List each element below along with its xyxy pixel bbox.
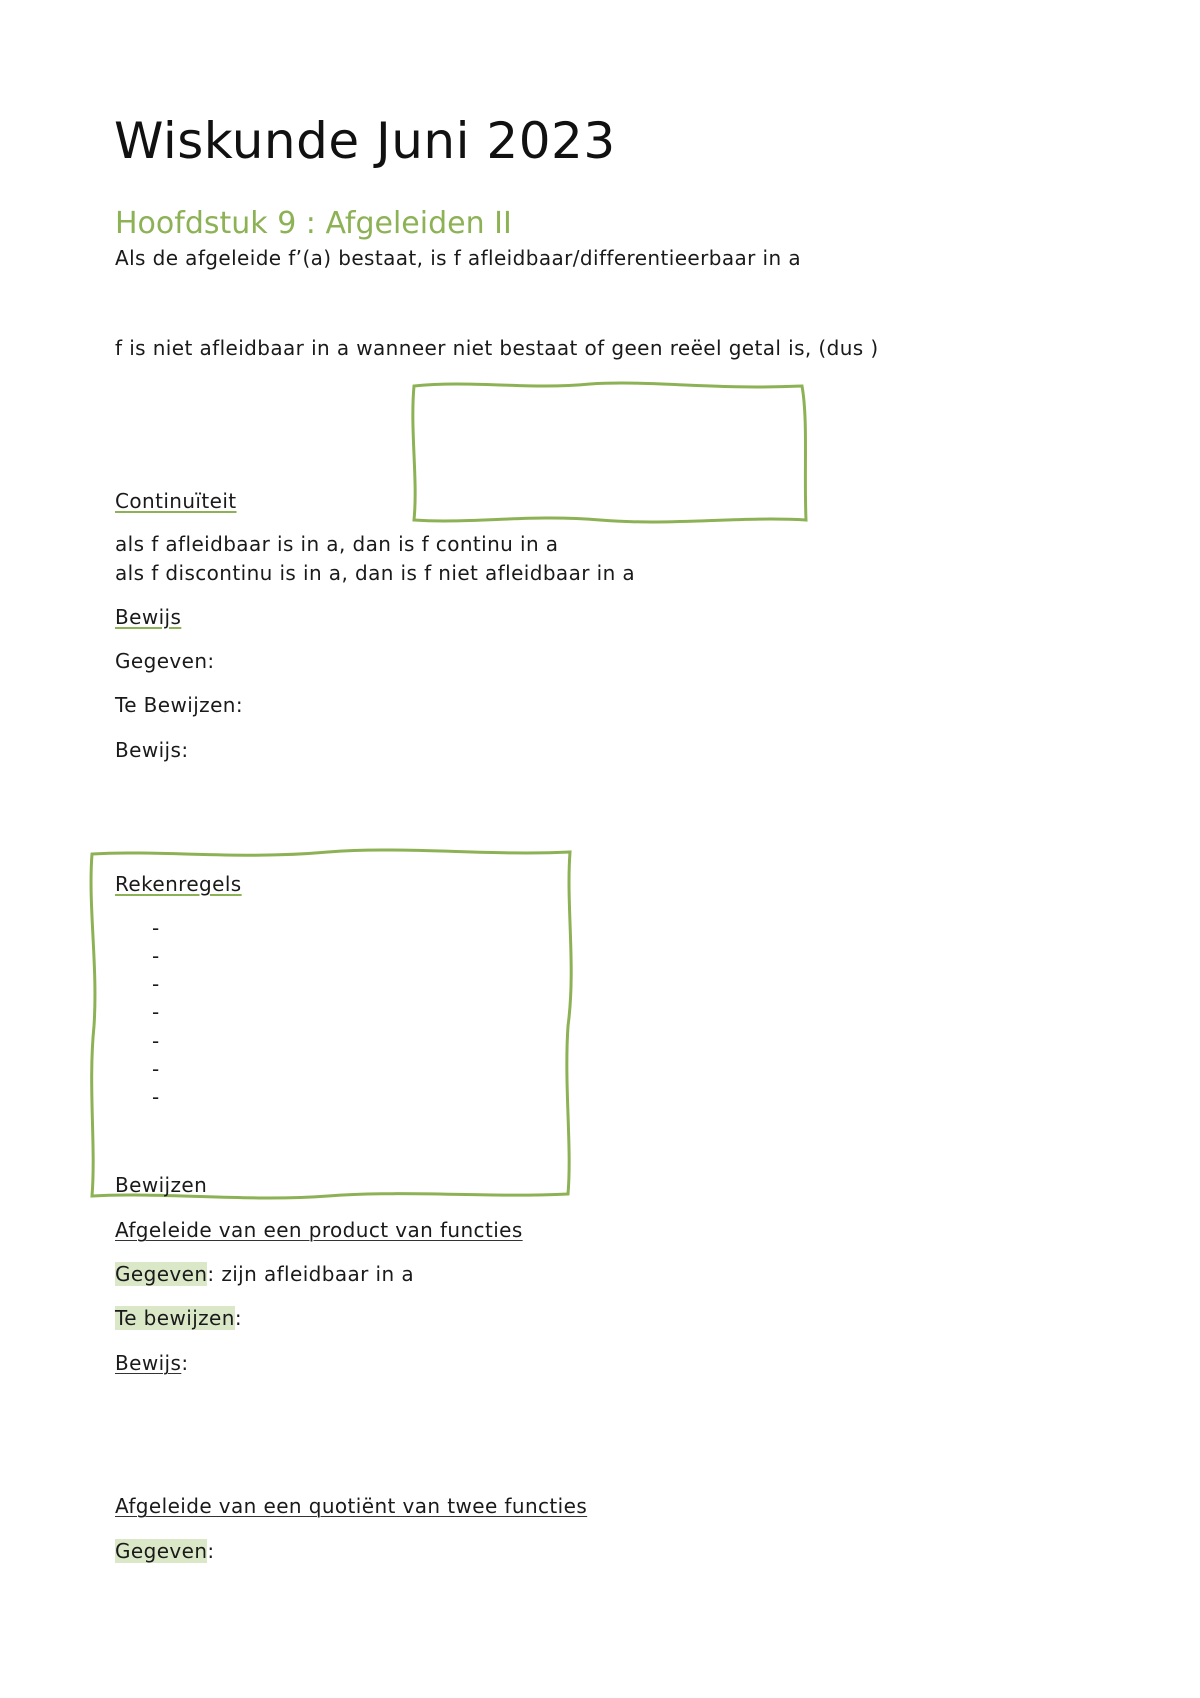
- product-proof: [115, 1351, 188, 1375]
- rules-item: -: [152, 1000, 160, 1024]
- proof-heading: Bewijs: [115, 605, 182, 629]
- sketch-box-top: [410, 380, 810, 530]
- proof-to-prove: Te Bewijzen:: [115, 693, 243, 717]
- definition-not-differentiable: f is niet afleidbaar in a wanneer niet bestaat of geen reëel getal is, (dus ): [115, 336, 879, 360]
- quotient-given: [115, 1539, 215, 1563]
- rules-item: -: [152, 1057, 160, 1081]
- sketch-box-rules: [88, 846, 578, 1206]
- product-given: [115, 1262, 414, 1286]
- product-to-prove-text: :: [234, 1306, 242, 1330]
- rules-item: -: [152, 916, 160, 940]
- product-given-text: : zijn afleidbaar in a: [207, 1262, 415, 1286]
- proof-given: Gegeven:: [115, 649, 215, 673]
- product-heading: Afgeleide van een product van functies: [115, 1218, 523, 1242]
- rules-item: -: [152, 1029, 160, 1053]
- page-title: Wiskunde Juni 2023: [114, 112, 616, 170]
- proof-body: Bewijs:: [115, 738, 189, 762]
- proofs-heading: Bewijzen: [115, 1173, 208, 1197]
- chapter-heading: Hoofdstuk 9 : Afgeleiden II: [115, 206, 512, 241]
- product-to-prove: [115, 1306, 242, 1330]
- rules-item: -: [152, 972, 160, 996]
- rules-item: -: [152, 944, 160, 968]
- product-to-prove-label: Te bewijzen: [115, 1306, 235, 1330]
- product-given-label: Gegeven: [115, 1262, 208, 1286]
- rules-heading: Rekenregels: [115, 872, 242, 896]
- continuity-line-2: als f discontinu is in a, dan is f niet afleidbaar in a: [115, 561, 636, 585]
- continuity-heading: Continuïteit: [115, 489, 237, 513]
- rules-item: -: [152, 1085, 160, 1109]
- continuity-line-1: als f afleidbaar is in a, dan is f continu in a: [115, 532, 559, 556]
- product-proof-label: Bewijs: [115, 1351, 182, 1375]
- definition-differentiable: Als de afgeleide f’(a) bestaat, is f afleidbaar/differentieerbaar in a: [115, 246, 801, 270]
- quotient-given-text: :: [207, 1539, 215, 1563]
- quotient-given-label: Gegeven: [115, 1539, 208, 1563]
- product-proof-text: :: [181, 1351, 189, 1375]
- quotient-heading: Afgeleide van een quotiënt van twee functies: [115, 1494, 588, 1518]
